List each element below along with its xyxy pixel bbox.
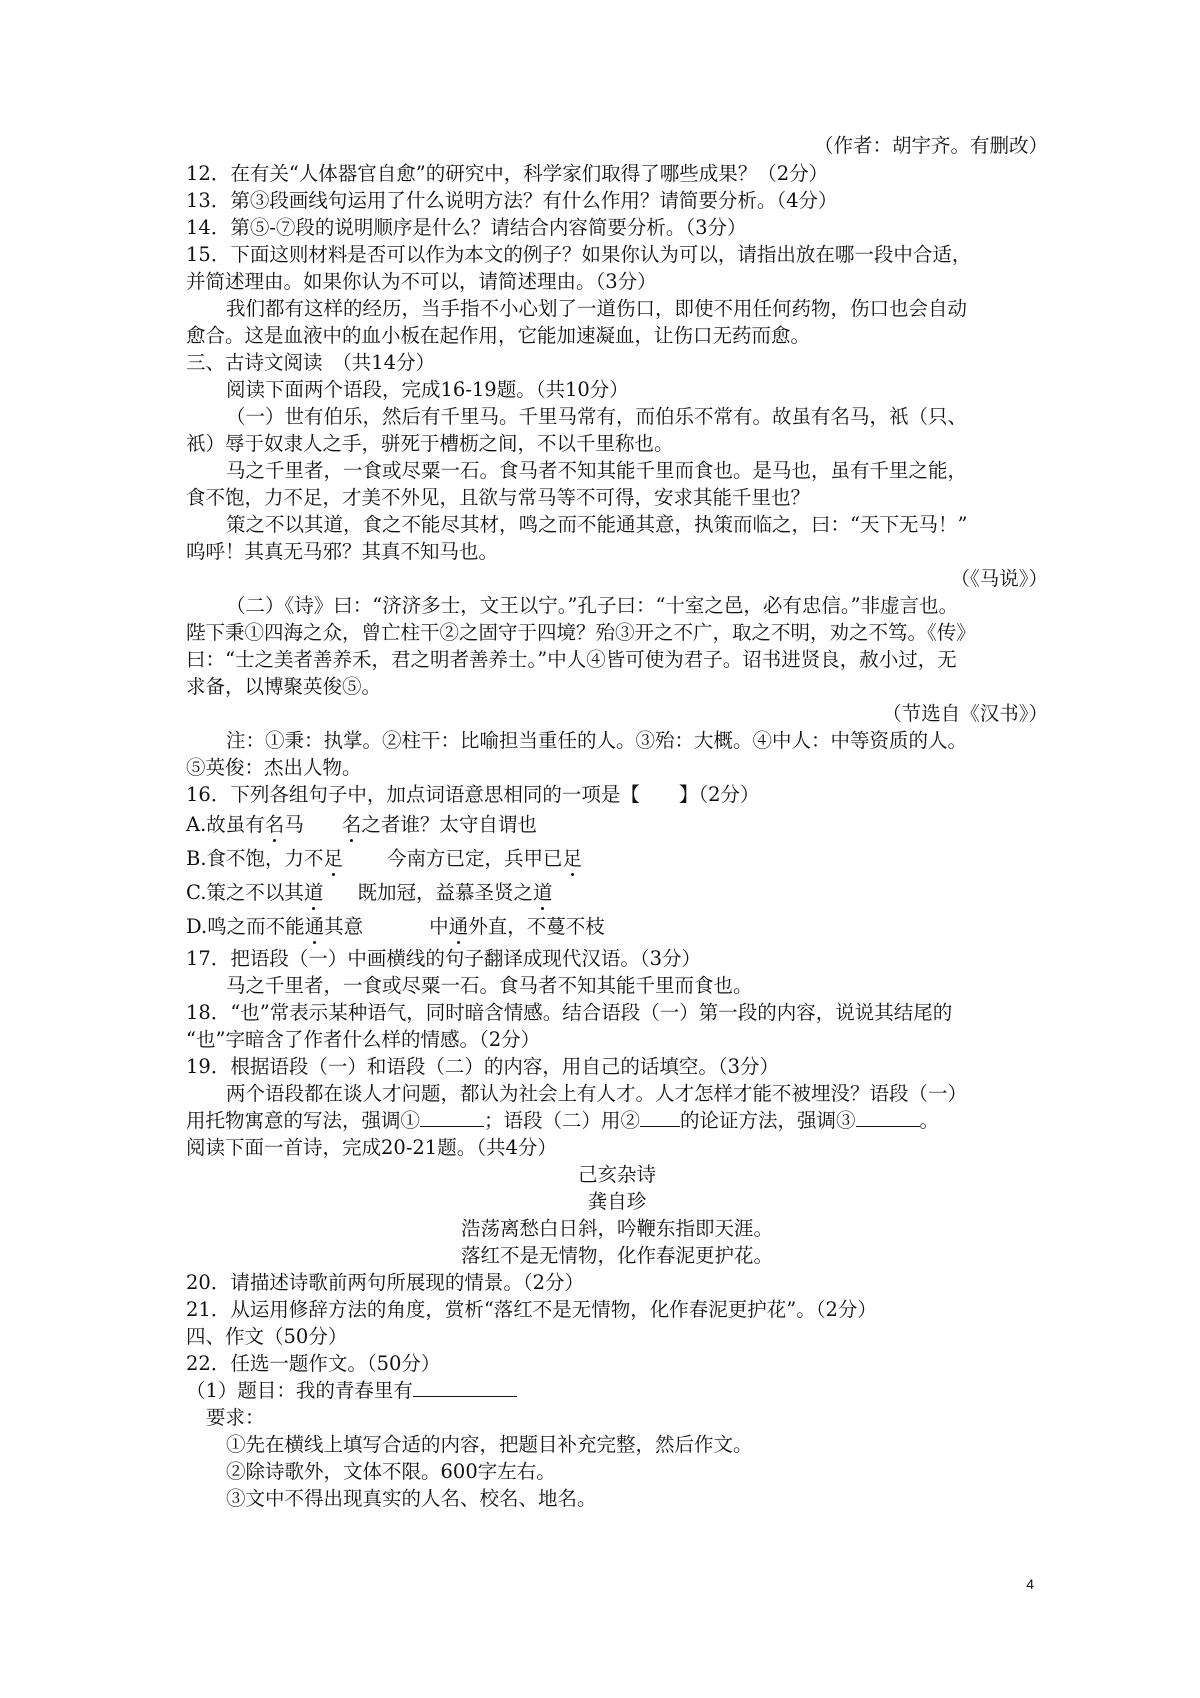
emphasis-dot: 名 (341, 813, 362, 836)
emphasis-dot: 道 (303, 881, 324, 904)
question-16-option-b (186, 845, 1048, 872)
option-c-right: 既加冠，益慕圣贤之道 (357, 881, 553, 904)
question-15-line-1: 15．下面这则材料是否可以作为本文的例子？如果你认为可以，请指出放在哪一段中合适， (186, 243, 972, 266)
section-4-heading: 四、作文（50分） (186, 1325, 348, 1348)
passage-1-source: （《马说》） (950, 567, 1048, 590)
section-3-heading: 三、古诗文阅读 （共14分） (186, 351, 436, 374)
requirement-3: ③文中不得出现真实的人名、校名、地名。 (226, 1487, 597, 1510)
poem-line-1: 浩荡离愁白日斜，吟鞭东指即天涯。 (460, 1217, 773, 1240)
emphasis-dot: 足 (323, 847, 344, 870)
question-13: 13．第③段画线句运用了什么说明方法？有什么作用？请简要分析。（4分） (186, 189, 838, 212)
question-17: 17．把语段（一）中画横线的句子翻译成现代汉语。（3分） (186, 947, 701, 970)
question-18-line-1: 18．“也”常表示某种语气，同时暗含情感。结合语段（一）第一段的内容，说说其结尾的 (186, 1001, 953, 1024)
page-number: 4 (1026, 1576, 1034, 1592)
option-d-left: D.鸣之而不能通其意 (186, 915, 364, 938)
passage-2-line-2: 陛下秉①四海之众，曾亡柱干②之固守于四境？殆③开之不广，取之不明，劝之不笃。《传》 (186, 621, 976, 644)
question-22: 22．任选一题作文。（50分） (186, 1352, 441, 1375)
question-14: 14．第⑤-⑦段的说明顺序是什么？请结合内容简要分析。（3分） (186, 216, 747, 239)
poem-title: 己亥杂诗 (577, 1163, 656, 1186)
passage-2-line-4: 求备，以博聚英俊⑤。 (186, 675, 382, 698)
question-16-option-d (186, 913, 1048, 940)
option-d-right: 中通外直，不蔓不枝 (429, 915, 605, 938)
poem-author: 龚自珍 (587, 1190, 647, 1213)
question-17-sentence: 马之千里者，一食或尽粟一石。食马者不知其能千里而食也。 (226, 974, 753, 997)
passage-2-source: （节选自《汉书》） (882, 702, 1048, 725)
passage-1-line-2: 祇）辱于奴隶人之手，骈死于槽枥之间，不以千里称也。 (186, 432, 674, 455)
passage-2-line-1: （二）《诗》曰：“济济多士，文王以宁。”孔子曰：“十室之邑，必有忠信。”非虚言也。 (226, 594, 959, 617)
option-b-right: 今南方已定，兵甲已足 (387, 847, 583, 870)
question-21: 21．从运用修辞方法的角度，赏析“落红不是无情物，化作春泥更护花”。（2分） (186, 1298, 877, 1321)
requirements-label: 要求： (206, 1406, 265, 1429)
question-12: 12．在有关“人体器官自愈”的研究中，科学家们取得了哪些成果？（2分） (186, 162, 829, 185)
emphasis-dot: 名 (264, 813, 285, 836)
question-15-line-2: 并简述理由。如果你认为不可以，请简述理由。（3分） (186, 270, 657, 293)
material-15-line-2: 愈合。这是血液中的血小板在起作用，它能加速凝血，让伤口无药而愈。 (186, 324, 811, 347)
emphasis-dot: 道 (532, 881, 553, 904)
fill-blank-3 (856, 1108, 920, 1127)
passage-1-line-4: 食不饱，力不足，才美不外见，且欲与常马等不可得，安求其能千里也？ (186, 486, 811, 509)
passage-1-line-1: （一）世有伯乐，然后有千里马。千里马常有，而伯乐不常有。故虽有名马，祇（只、 (226, 405, 968, 428)
material-15-line-1: 我们都有这样的经历，当手指不小心划了一道伤口，即使不用任何药物，伤口也会自动 (226, 297, 968, 320)
option-a-left: A.故虽有名马 (186, 813, 304, 836)
question-16-option-c (186, 879, 1048, 906)
poem-line-2: 落红不是无情物，化作春泥更护花。 (460, 1244, 773, 1267)
requirement-1: ①先在横线上填写合适的内容，把题目补充完整，然后作文。 (226, 1433, 753, 1456)
emphasis-dot: 通 (304, 915, 325, 938)
passage-2-line-3: 曰：“士之美者善养禾，君之明者善养士。”中人④皆可使为君子。诏书进贤良，赦小过，无 (186, 648, 957, 671)
fill-blank-2 (640, 1108, 680, 1127)
annotation-line-1: 注：①秉：执掌。②柱干：比喻担当重任的人。③殆：大概。④中人：中等资质的人。 (226, 729, 968, 752)
option-a-right: 名之者谁？太守自谓也 (341, 813, 537, 836)
question-16: 16．下列各组句子中，加点词语意思相同的一项是【 】（2分） (186, 783, 760, 806)
question-16-option-a (186, 811, 1048, 838)
option-c-left: C.策之不以其道 (186, 881, 324, 904)
fill-blank-1 (420, 1108, 484, 1127)
title-blank (413, 1378, 517, 1397)
question-19-line-1: 两个语段都在谈人才问题，都认为社会上有人才。人才怎样才能不被埋没？语段（一） (226, 1082, 968, 1105)
article-author: （作者：胡宇齐。有删改） (813, 134, 1048, 157)
passage-1-line-3: 马之千里者，一食或尽粟一石。食马者不知其能千里而食也。是马也，虽有千里之能， (226, 459, 968, 482)
emphasis-dot: 通 (448, 915, 469, 938)
passage-1-line-5: 策之不以其道，食之不能尽其材，鸣之而不能通其意，执策而临之，曰：“天下无马！” (226, 513, 968, 536)
passage-1-line-6: 呜呼！其真无马邪？其真不知马也。 (186, 540, 499, 563)
question-19: 19．根据语段（一）和语段（二）的内容，用自己的话填空。（3分） (186, 1055, 779, 1078)
essay-topic-1: （1）题目：我的青春里有 (186, 1377, 1048, 1404)
reading-instruction-1: 阅读下面两个语段，完成16-19题。（共10分） (226, 378, 629, 401)
reading-instruction-2: 阅读下面一首诗，完成20-21题。（共4分） (186, 1136, 557, 1159)
question-20: 20．请描述诗歌前两句所展现的情景。（2分） (186, 1271, 584, 1294)
question-19-line-2: 用托物寓意的写法，强调① ；语段（二）用② 的论证方法，强调③ 。 (186, 1109, 940, 1132)
option-b-left: B.食不饱，力不足 (186, 847, 344, 870)
emphasis-dot: 足 (562, 847, 583, 870)
requirement-2: ②除诗歌外，文体不限。600字左右。 (226, 1460, 556, 1483)
annotation-line-2: ⑤英俊：杰出人物。 (186, 756, 362, 779)
question-18-line-2: “也”字暗含了作者什么样的情感。（2分） (186, 1028, 541, 1051)
